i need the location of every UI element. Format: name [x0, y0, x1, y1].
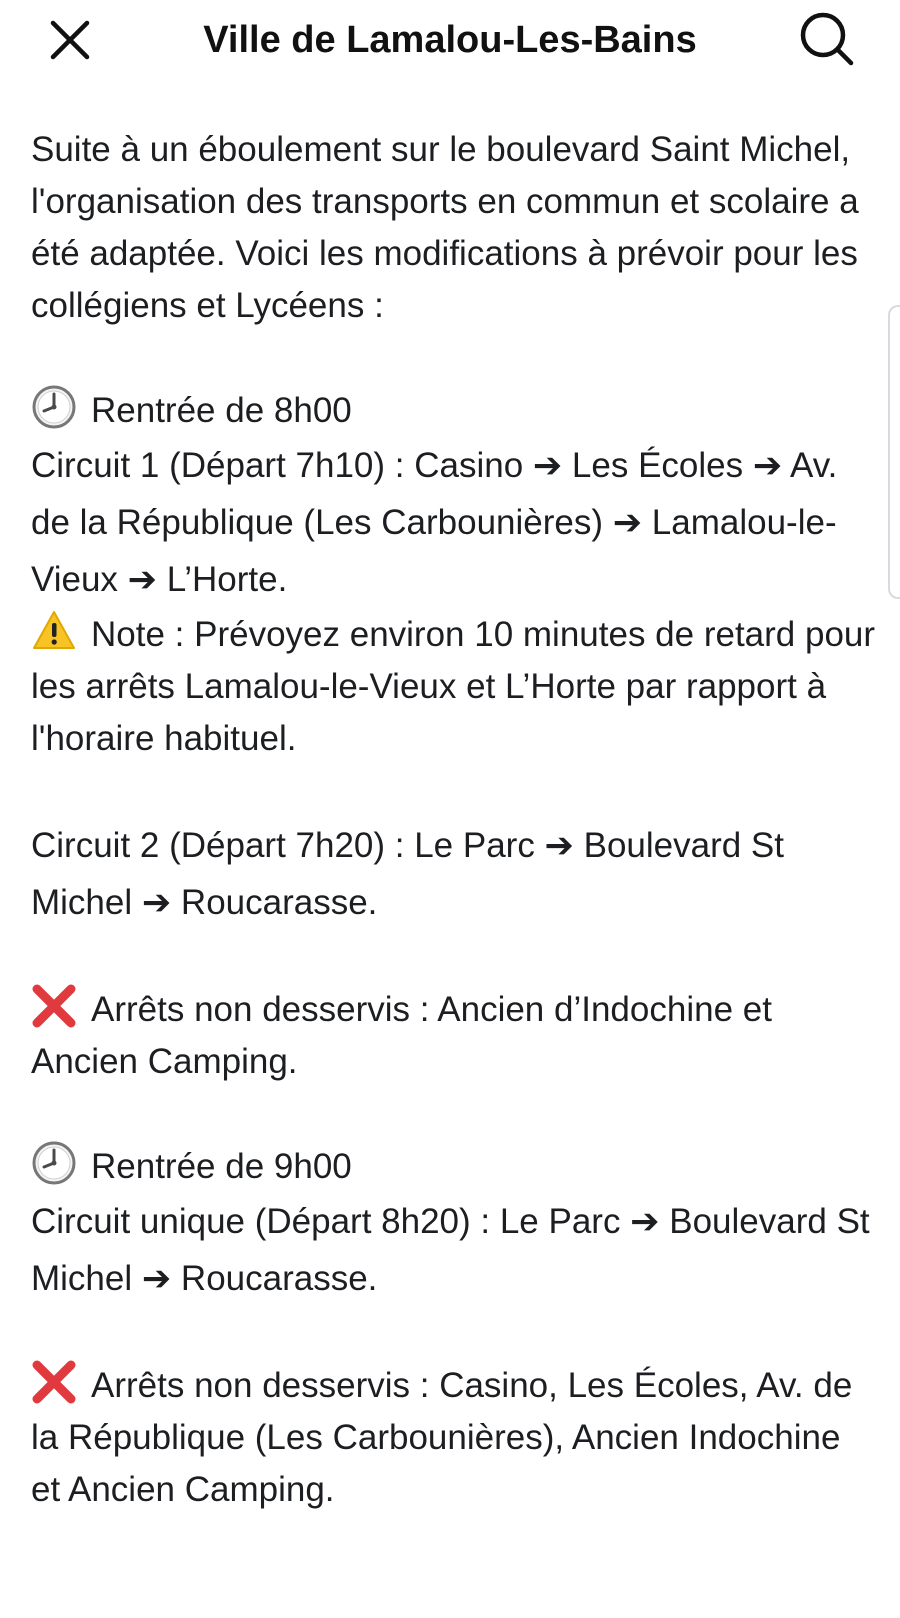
section-heading-9h	[31, 1140, 876, 1193]
side-panel-edge	[888, 305, 900, 599]
cross-mark-icon	[31, 1359, 77, 1405]
stops-line-9h	[31, 1359, 876, 1516]
intro-text: Suite à un éboulement sur le boulevard Saint Michel, l'organisation des transports en commun et scolaire a été adaptée. Voici les modifications à prévoir pour les collégiens et Lycéens :	[31, 130, 859, 325]
note-text: Note : Prévoyez environ 10 minutes de retard pour les arrêts Lamalou-le-Vieux et L’Horte par rapport à l'horaire habituel.	[31, 615, 876, 758]
circuit-2-text: Circuit 2 (Départ 7h20) : Le Parc ➔ Boulevard St Michel ➔ Roucarasse.	[31, 826, 784, 922]
search-icon	[798, 10, 856, 73]
clock-icon	[31, 1140, 77, 1186]
section-heading-8h	[31, 384, 876, 437]
stops-text: Arrêts non desservis : Casino, Les Écoles, Av. de la République (Les Carbounières), Ancien Indochine et Ancien Camping.	[31, 1366, 853, 1509]
circuit-1-text: Circuit 1 (Départ 7h10) : Casino ➔ Les Écoles ➔ Av. de la République (Les Carbounières) ➔ Lamalou-le-Vieux ➔ L’Horte.	[31, 446, 838, 599]
circuit-unique-text: Circuit unique (Départ 8h20) : Le Parc ➔ Boulevard St Michel ➔ Roucarasse.	[31, 1202, 870, 1298]
page-title: Ville de Lamalou-Les-Bains	[203, 19, 697, 61]
search-button[interactable]	[796, 10, 858, 72]
note-line	[31, 608, 876, 765]
top-bar	[0, 0, 900, 82]
cross-mark-icon	[31, 983, 77, 1029]
clock-icon	[31, 384, 77, 430]
close-icon	[48, 18, 92, 67]
heading-text: Rentrée de 9h00	[91, 1147, 352, 1186]
heading-text: Rentrée de 8h00	[91, 391, 352, 430]
warning-icon	[31, 608, 77, 654]
post-body	[31, 124, 876, 1516]
close-button[interactable]	[42, 14, 98, 70]
stops-text: Arrêts non desservis : Ancien d’Indochine et Ancien Camping.	[31, 990, 772, 1081]
stops-line-8h	[31, 983, 876, 1088]
